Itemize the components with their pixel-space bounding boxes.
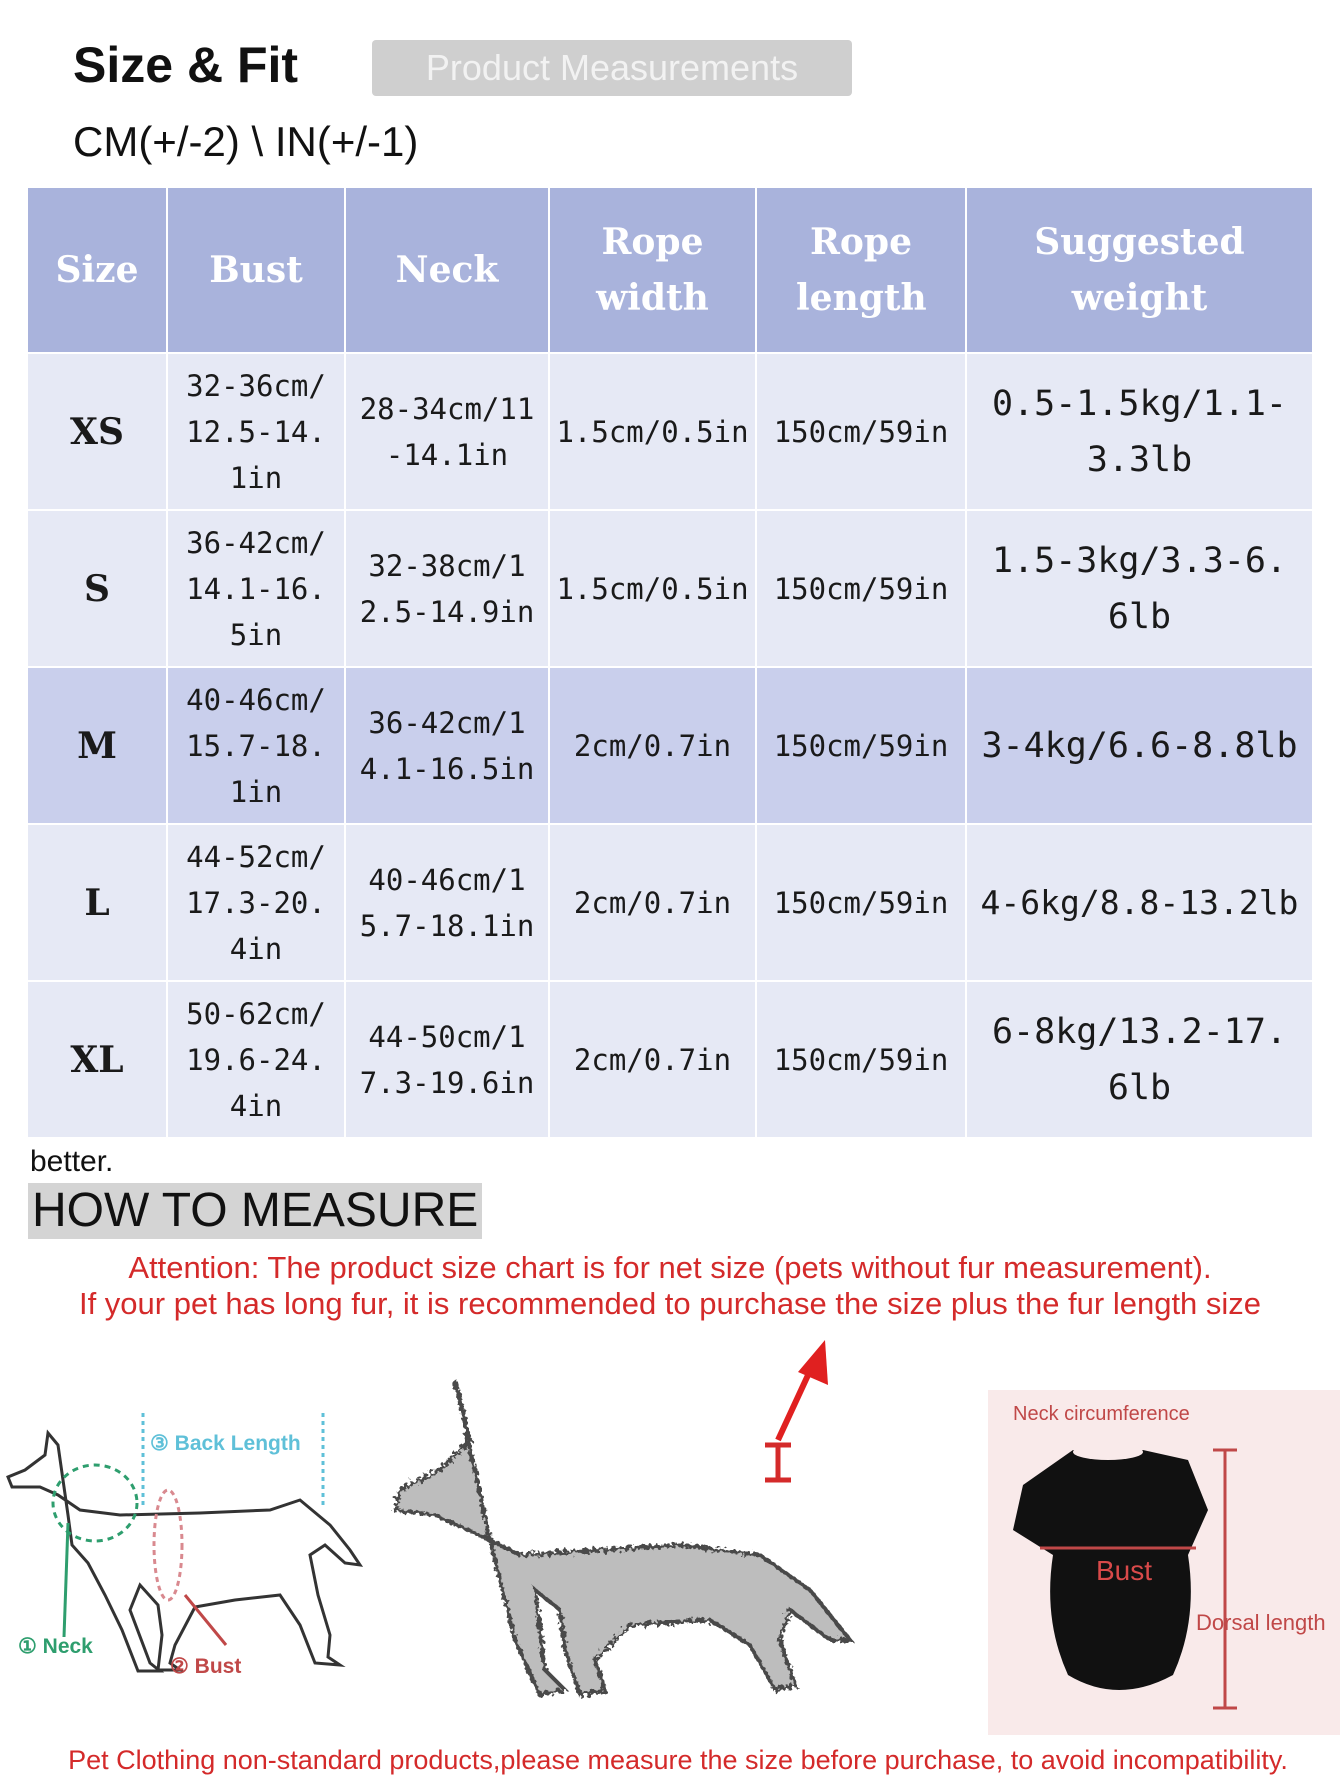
- bust-cell: [167, 981, 345, 1138]
- size-cell: XS: [27, 353, 167, 510]
- dorsal-length-label: Dorsal length: [1196, 1610, 1326, 1635]
- weight-value: 0.5-1.5kg/1.1-3.3lb: [991, 383, 1287, 480]
- table-row: [27, 353, 1313, 510]
- neck-value: 32-38cm/12.5-14.9in: [359, 548, 535, 629]
- size-table: [26, 186, 1314, 1139]
- col-header-neck: Neck: [345, 187, 549, 353]
- attention-line-1: Attention: The product size chart is for net size (pets without fur measurement).: [128, 1250, 1212, 1285]
- rope-width-cell: 1.5cm/0.5in: [549, 510, 756, 667]
- weight-cell: [966, 824, 1313, 981]
- weight-value: 4-6kg/8.8-13.2lb: [980, 882, 1299, 922]
- size-cell: S: [27, 510, 167, 667]
- col-header-rope-length: [756, 187, 966, 353]
- bust-cell: [167, 667, 345, 824]
- neck-value: 36-42cm/14.1-16.5in: [359, 705, 535, 786]
- table-header-row: [27, 187, 1313, 353]
- furry-dog-illustration: [380, 1340, 950, 1720]
- units-note: CM(+/-2) \ IN(+/-1): [73, 118, 419, 165]
- col-header-rope-width-label: Rope width: [596, 221, 709, 319]
- neck-cell: [345, 353, 549, 510]
- neck-cell: [345, 981, 549, 1138]
- rope-width-cell: 2cm/0.7in: [549, 981, 756, 1138]
- bust-value: 36-42cm/14.1-16.5in: [186, 525, 326, 652]
- neck-value: 40-46cm/15.7-18.1in: [359, 862, 535, 943]
- neck-circumference-label: Neck circumference: [1013, 1403, 1190, 1425]
- footer-disclaimer: Pet Clothing non-standard products,please measure the size before purchase, to avoid incompatibility.: [68, 1745, 1288, 1775]
- bust-cell: [167, 824, 345, 981]
- neck-cell: [345, 824, 549, 981]
- neck-label: ① Neck: [18, 1635, 93, 1658]
- shirt-diagram: [988, 1390, 1340, 1735]
- table-row: [27, 981, 1313, 1138]
- neck-value: 44-50cm/17.3-19.6in: [359, 1019, 535, 1100]
- neck-cell: [345, 667, 549, 824]
- size-cell: M: [27, 667, 167, 824]
- weight-value: 1.5-3kg/3.3-6.6lb: [991, 540, 1287, 637]
- neck-pointer: [64, 1523, 68, 1637]
- size-cell: L: [27, 824, 167, 981]
- fragment-note: better.: [30, 1145, 114, 1178]
- bust-label: ② Bust: [170, 1655, 242, 1678]
- rope-length-cell: 150cm/59in: [756, 510, 966, 667]
- weight-cell: [966, 981, 1313, 1138]
- how-to-measure-heading: HOW TO MEASURE: [28, 1183, 482, 1239]
- bust-value: 44-52cm/17.3-20.4in: [186, 839, 326, 966]
- size-fit-title: Size & Fit: [73, 37, 299, 93]
- weight-cell: [966, 510, 1313, 667]
- rope-width-cell: 2cm/0.7in: [549, 667, 756, 824]
- table-row: [27, 510, 1313, 667]
- col-header-bust: Bust: [167, 187, 345, 353]
- rope-length-cell: 150cm/59in: [756, 667, 966, 824]
- rope-length-cell: 150cm/59in: [756, 981, 966, 1138]
- neck-value: 28-34cm/11-14.1in: [359, 391, 535, 472]
- col-header-suggested-weight: [966, 187, 1313, 353]
- fur-arrow-head: [798, 1340, 828, 1385]
- weight-value: 6-8kg/13.2-17.6lb: [991, 1011, 1287, 1108]
- rope-length-cell: 150cm/59in: [756, 824, 966, 981]
- shirt-bust-label: Bust: [1096, 1555, 1153, 1586]
- weight-cell: [966, 667, 1313, 824]
- weight-value: 3-4kg/6.6-8.8lb: [981, 725, 1298, 766]
- product-measurements-badge: Product Measurements: [372, 40, 852, 96]
- table-row: [27, 824, 1313, 981]
- col-header-rope-length-label: Rope length: [796, 221, 927, 319]
- dog-outline-diagram: [0, 1395, 400, 1715]
- weight-cell: [966, 353, 1313, 510]
- bust-cell: [167, 353, 345, 510]
- col-header-size: Size: [27, 187, 167, 353]
- neck-cell: [345, 510, 549, 667]
- table-row: [27, 667, 1313, 824]
- col-header-suggested-weight-label: Suggested weight: [1034, 221, 1245, 319]
- bust-cell: [167, 510, 345, 667]
- bust-value: 40-46cm/15.7-18.1in: [186, 682, 326, 809]
- bust-value: 50-62cm/19.6-24.4in: [186, 996, 326, 1123]
- rope-width-cell: 1.5cm/0.5in: [549, 353, 756, 510]
- neck-opening: [1073, 1444, 1143, 1460]
- bust-ring: [154, 1490, 182, 1600]
- bust-value: 32-36cm/12.5-14.1in: [186, 368, 326, 495]
- rope-width-cell: 2cm/0.7in: [549, 824, 756, 981]
- rope-length-cell: 150cm/59in: [756, 353, 966, 510]
- col-header-rope-width: [549, 187, 756, 353]
- back-length-label: ③ Back Length: [150, 1432, 301, 1455]
- attention-line-2: If your pet has long fur, it is recommended to purchase the size plus the fur length size: [78, 1286, 1262, 1321]
- size-cell: XL: [27, 981, 167, 1138]
